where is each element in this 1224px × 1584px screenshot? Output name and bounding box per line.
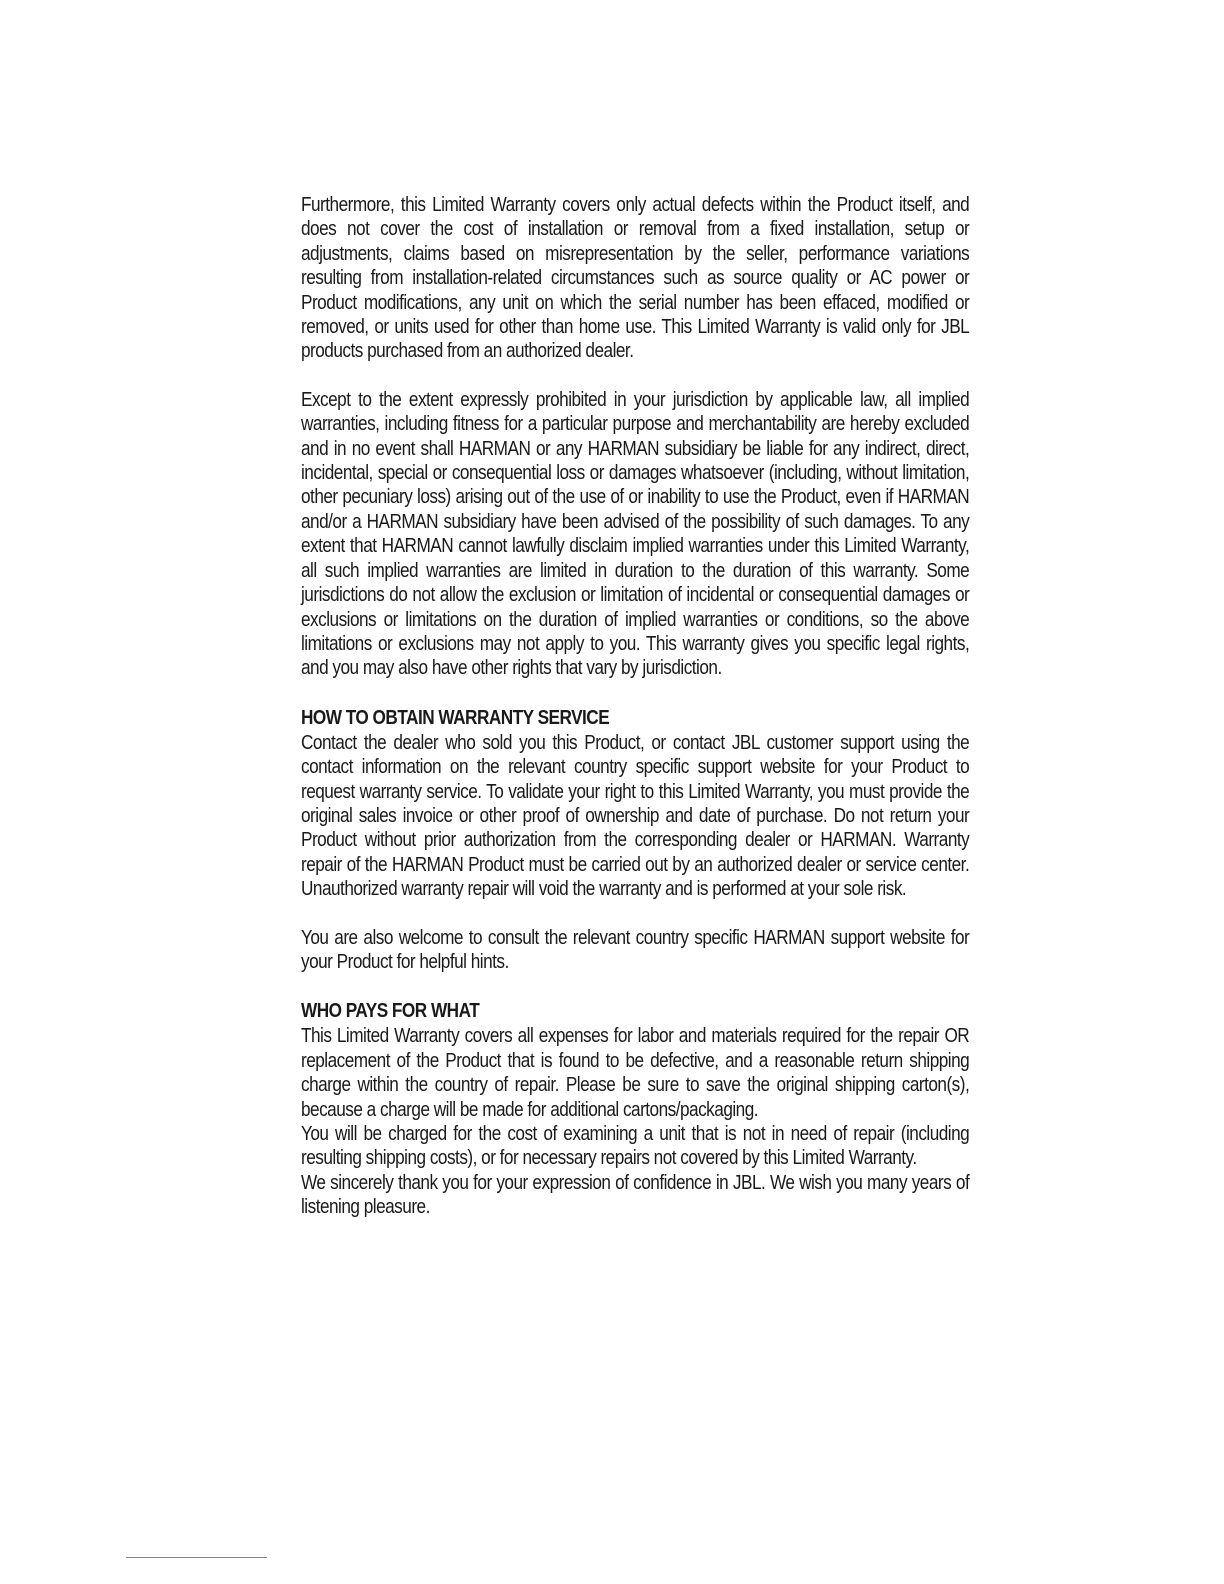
paragraph-gap	[301, 364, 969, 388]
paragraph-expenses-covered: This Limited Warranty covers all expenses for labor and materials required for the repair OR replacement of the Product that is found to be defective, and a reasonable return shipping charge within the country of repair. Please be sure to save the original shipping carton(s), because a charge will be made for additional cartons/packaging.	[301, 1025, 970, 1121]
document-body	[301, 193, 969, 1220]
paragraph-examination-charges: You will be charged for the cost of examining a unit that is not in need of repair (including resulting shipping costs), or for necessary repairs not covered by this Limited Warranty.	[301, 1123, 970, 1170]
paragraph-contact-dealer: Contact the dealer who sold you this Product, or contact JBL customer support using the contact information on the relevant country specific support website for your Product to request warranty service. To validate your right to this Limited Warranty, you must provide the original sales invoice or other proof of ownership and date of purchase. Do not return your Product without prior authorization from the corresponding dealer or HARMAN. Warranty repair of the HARMAN Product must be carried out by an authorized dealer or service center. Unauthorized warranty repair will void the warranty and is performed at your sole risk.	[301, 731, 970, 901]
paragraph-limited-warranty-coverage: Furthermore, this Limited Warranty covers only actual defects within the Product itself, and does not cover the cost of installation or removal from a fixed installation, setup or adjustments, claims based on misrepresentation by the seller, performance variations resulting from installation-related circumstances such as source quality or AC power or Product modifications, any unit on which the serial number has been effaced, modified or removed, or units used for other than home use. This Limited Warranty is valid only for JBL products purchased from an authorized dealer.	[301, 194, 970, 363]
heading-who-pays: WHO PAYS FOR WHAT	[301, 1000, 480, 1023]
paragraph-gap	[301, 681, 969, 705]
paragraph-implied-warranties: Except to the extent expressly prohibited in your jurisdiction by applicable law, all implied warranties, including fitness for a particular purpose and merchantability are hereby excluded and in no event shall HARMAN or any HARMAN subsidiary be liable for any indirect, direct, incidental, special or consequential loss or damages whatsoever (including, without limitation, other pecuniary loss) arising out of the use of or inability to use the Product, even if HARMAN and/or a HARMAN subsidiary have been advised of the possibility of such damages. To any extent that HARMAN cannot lawfully disclaim implied warranties under this Limited Warranty, all such implied warranties are limited in duration to the duration of this warranty. Some jurisdictions do not allow the exclusion or limitation of incidental or consequential damages or exclusions or limitations on the duration of implied warranties or conditions, so the above limitations or exclusions may not apply to you. This warranty gives you specific legal rights, and you may also have other rights that vary by jurisdiction.	[301, 388, 970, 680]
footnote-divider	[126, 1557, 267, 1558]
paragraph-gap	[301, 974, 969, 998]
paragraph-thank-you: We sincerely thank you for your expression of confidence in JBL. We wish you many years of listening pleasure.	[301, 1171, 970, 1219]
paragraph-support-website: You are also welcome to consult the relevant country specific HARMAN support website for your Product for helpful hints.	[301, 926, 970, 973]
heading-how-to-obtain-service: HOW TO OBTAIN WARRANTY SERVICE	[301, 706, 610, 729]
paragraph-gap	[301, 902, 969, 926]
